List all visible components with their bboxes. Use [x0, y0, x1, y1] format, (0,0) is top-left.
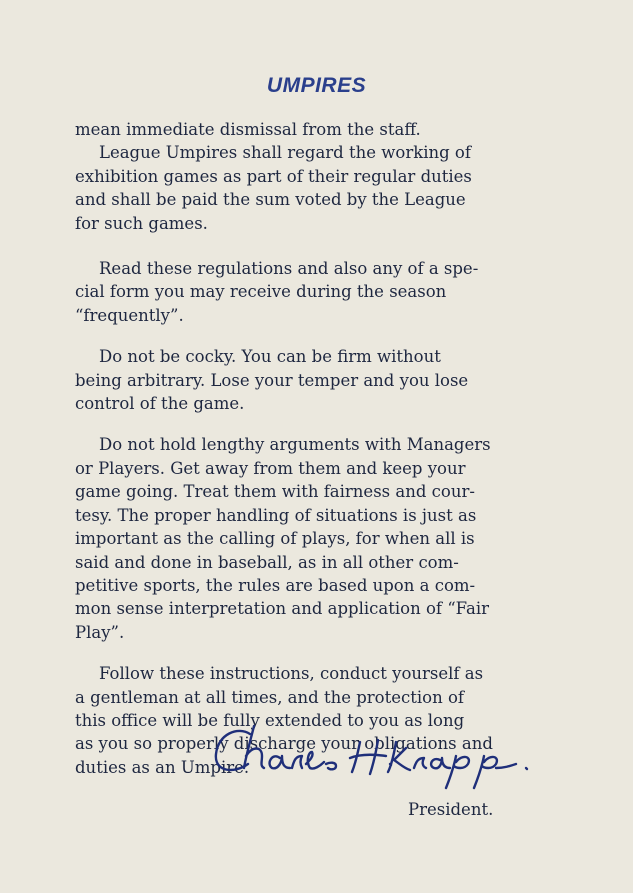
text-line: Do not hold lengthy arguments with Managers [99, 435, 491, 455]
text-line: cial form you may receive during the season [75, 282, 447, 302]
text-line: this office will be fully extended to you as long [75, 710, 465, 730]
page-heading: UMPIRES [266, 74, 367, 97]
paragraph-read-regulations [75, 257, 555, 327]
text-line: Follow these instructions, conduct yourself as [99, 664, 484, 684]
text-line: mean immediate dismissal from the staff. [75, 120, 421, 139]
text-line: Do not be cocky. You can be firm without [99, 347, 441, 367]
signature-title: President. [408, 800, 494, 819]
text-line: “frequently”. [75, 305, 184, 325]
text-line: game going. Treat them with fairness and cour- [75, 482, 475, 502]
text-line: or Players. Get away from them and keep your [75, 458, 466, 478]
paragraph-continuation [75, 118, 555, 141]
text-line: control of the game. [75, 394, 245, 414]
text-line: duties as an Umpire. [75, 757, 250, 777]
text-line: petitive sports, the rules are based upon a com- [75, 575, 476, 595]
paragraph-exhibition-games [75, 141, 555, 235]
text-line: exhibition games as part of their regular duties [75, 166, 472, 186]
text-line: as you so properly discharge your obligations and [75, 734, 493, 754]
text-line: and shall be paid the sum voted by the League [75, 190, 466, 210]
text-line: being arbitrary. Lose your temper and you lose [75, 370, 469, 390]
text-line: mon sense interpretation and application of “Fair [75, 599, 489, 619]
paragraph-arguments [75, 433, 555, 644]
text-line: Read these regulations and also any of a spe- [99, 259, 479, 279]
body-text [75, 118, 555, 797]
text-line: a gentleman at all times, and the protection of [75, 687, 464, 707]
text-line: said and done in baseball, as in all other com- [75, 552, 459, 572]
paragraph-not-cocky [75, 345, 555, 415]
text-line: for such games. [75, 213, 208, 233]
text-line: tesy. The proper handling of situations is just as [75, 505, 477, 525]
text-line: League Umpires shall regard the working of [99, 143, 471, 163]
text-line: Play”. [75, 622, 125, 642]
text-line: important as the calling of plays, for when all is [75, 529, 475, 549]
handwritten-signature [210, 712, 560, 792]
